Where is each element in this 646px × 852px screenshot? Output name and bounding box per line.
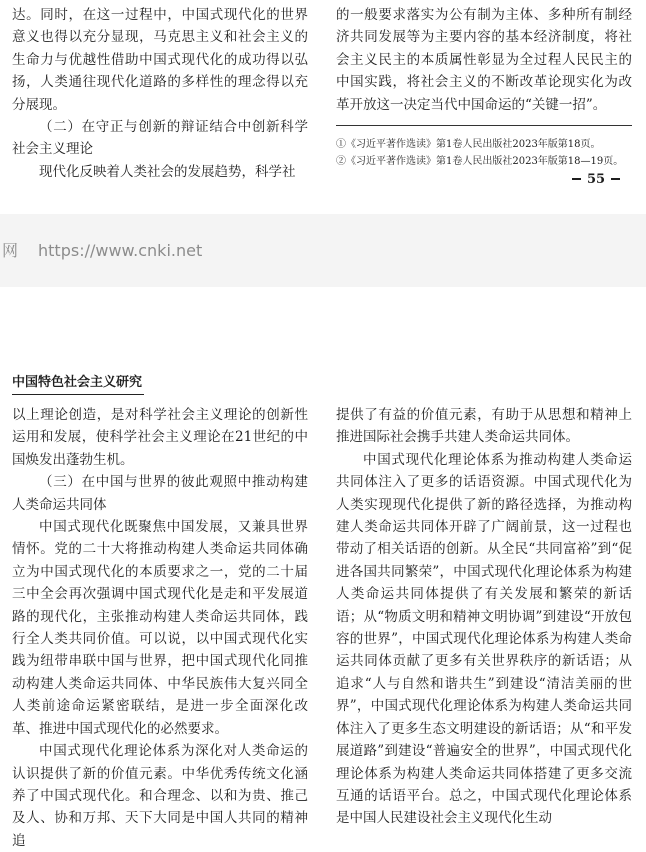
footnote: ①《习近平著作选读》第1卷人民出版社2023年版第18页。: [336, 139, 601, 150]
footnotes: [336, 125, 632, 170]
left-column: [12, 404, 308, 852]
page-number-text: 55: [586, 171, 606, 187]
left-column: [12, 4, 308, 183]
page-gap: [0, 214, 646, 288]
dash-right: [611, 178, 620, 180]
paragraph: 中国式现代化既聚焦中国发展，又兼具世界情怀。党的二十大将推动构建人类命运共同体确立为中国式现代化的本质要求之一，党的二十届三中全会再次强调中国式现代化是走和平发展道路的现代化，主张推动构建人类命运共同体，践行全人类共同价值。可以说，以中国式现代化实践为纽带串联中国与世界，把中国式现代化同推动构建人类命运共同体、中华民族伟大复兴同全人类前途命运紧密联结，是进一步全面深化改革、推进中国式现代化的必然要求。: [12, 519, 308, 737]
running-header: 中国特色社会主义研究: [12, 371, 144, 395]
next-page: [0, 287, 646, 849]
paragraph: 的一般要求落实为公有制为主体、多种所有制经济共同发展等为主要内容的基本经济制度，将社会主义民主的本质属性彰显为全过程人民民主的中国实践，将社会主义的不断改革论现实化为改革开放这一决定当代中国命运的“关键一招”。: [336, 7, 632, 113]
right-column: [336, 404, 632, 830]
previous-page-fragment: [0, 0, 646, 214]
section-heading: （三）在中国与世界的彼此观照中推动构建人类命运共同体: [12, 474, 308, 513]
footnote: ②《习近平著作选读》第1卷人民出版社2023年版第18—19页。: [336, 156, 624, 167]
paragraph: 以上理论创造，是对科学社会主义理论的创新性运用和发展，使科学社会主义理论在21世纪的中国焕发出蓬勃生机。: [12, 407, 308, 468]
page-number: [566, 170, 626, 188]
paragraph: 中国式现代化理论体系为推动构建人类命运共同体注入了更多的话语资源。中国式现代化为人类实现现代化提供了新的路径选择，为推动构建人类命运共同体开辟了广阔前景，这一过程也带动了相关话语的创新。从全民“共同富裕”到“促进各国共同繁荣”，中国式现代化理论体系为构建人类命运共同体提供了有关发展和繁荣的新话语；从“物质文明和精神文明协调”到建设“开放包容的世界”，中国式现代化理论体系为构建人类命运共同体贡献了更多有关世界秩序的新话语；从追求“人与自然和谐共生”到建设“清洁美丽的世界”，中国式现代化理论体系为构建人类命运共同体注入了更多生态文明建设的新话语；从“和平发展道路”到建设“普遍安全的世界”，中国式现代化理论体系为构建人类命运共同体搭建了更多交流互通的话语平台。总之，中国式现代化理论体系是中国人民建设社会主义现代化生动: [336, 451, 632, 827]
paragraph: 中国式现代化理论体系为深化对人类命运的认识提供了新的价值元素。中华优秀传统文化涵养了中国式现代化。和合理念、以和为贵、推己及人、协和万邦、天下大同是中国人共同的精神追: [12, 743, 308, 849]
watermark-site: 网: [2, 241, 19, 260]
right-column: [336, 4, 632, 116]
paragraph: 提供了有益的价值元素，有助于从思想和精神上推进国际社会携手共建人类命运共同体。: [336, 407, 632, 446]
paragraph: 现代化反映着人类社会的发展趋势，科学社: [39, 163, 296, 180]
dash-left: [572, 178, 581, 180]
watermark-url: https://www.cnki.net: [38, 241, 203, 260]
watermark: [2, 238, 202, 261]
paragraph: 达。同时，在这一过程中，中国式现代化的世界意义也得以充分显现，马克思主义和社会主义的生命力与优越性借助中国式现代化的成功得以弘扬，人类通往现代化道路的多样性的理念得以充分展现。: [12, 7, 308, 113]
section-heading: （二）在守正与创新的辩证结合中创新科学社会主义理论: [12, 119, 308, 158]
